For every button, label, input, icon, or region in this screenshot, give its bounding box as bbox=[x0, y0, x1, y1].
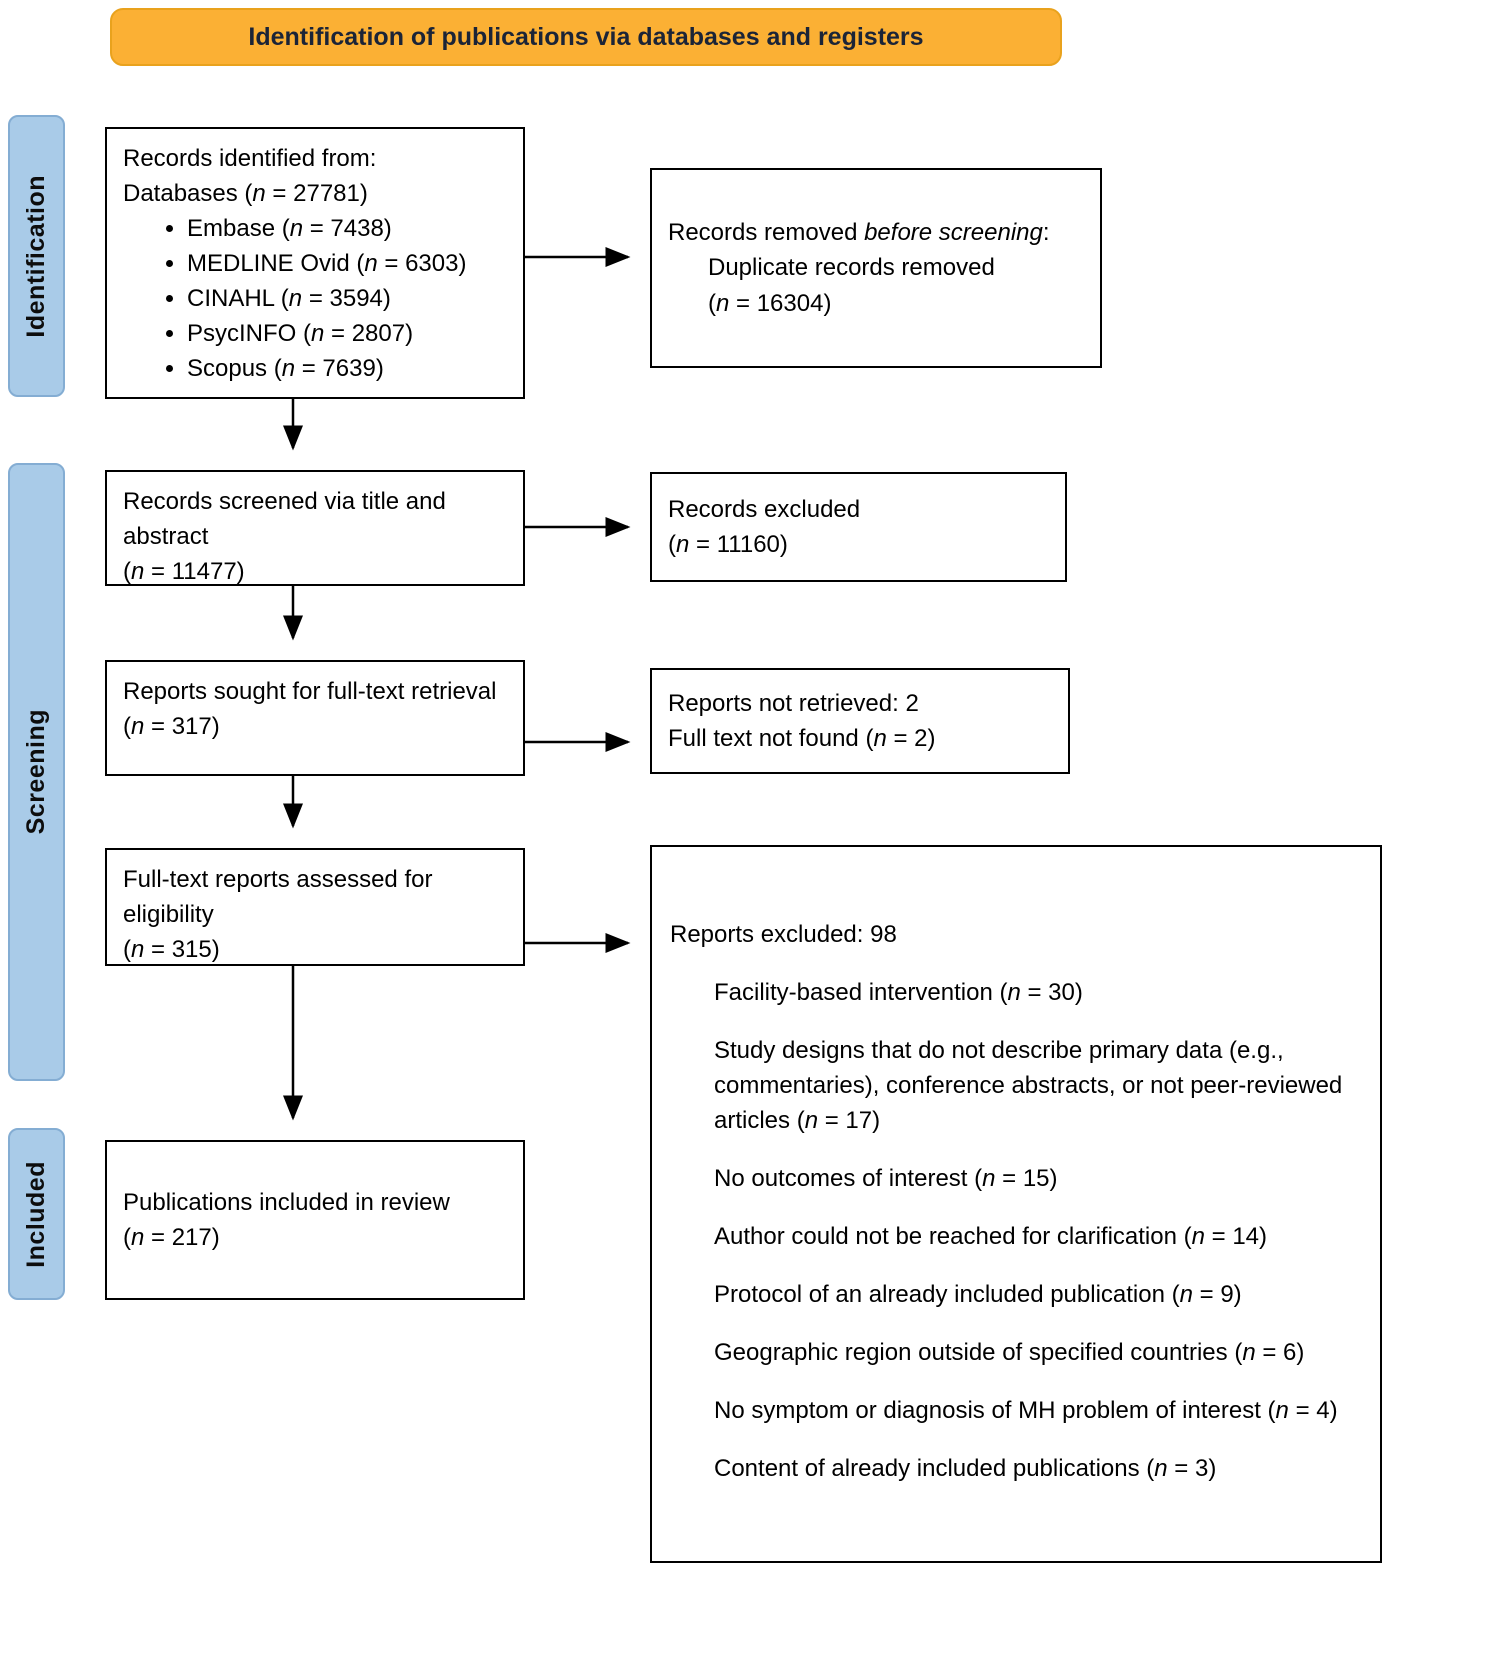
database-list-item: • MEDLINE Ovid (n = 6303) bbox=[187, 246, 507, 281]
database-list bbox=[123, 211, 507, 386]
text-line: Full-text reports assessed for eligibility bbox=[123, 866, 433, 929]
stage-label-text: Identification bbox=[22, 174, 50, 338]
stage-label-identification bbox=[8, 115, 65, 397]
text-line: Full text not found (n = 2) bbox=[668, 725, 936, 752]
stage-label-text: Included bbox=[22, 1160, 50, 1268]
text-line: Reports sought for full-text retrieval bbox=[123, 678, 497, 705]
exclusion-reason: No symptom or diagnosis of MH problem of interest (n = 4) bbox=[714, 1397, 1338, 1425]
stage-label-included bbox=[8, 1128, 65, 1300]
count-line: (n = 217) bbox=[123, 1224, 220, 1251]
box-reports-not-retrieved bbox=[650, 668, 1070, 774]
box-records-excluded bbox=[650, 472, 1067, 582]
text-line: Records screened via title and abstract bbox=[123, 488, 446, 551]
text-line: Databases (n = 27781) bbox=[123, 180, 368, 208]
exclusion-reason: Facility-based intervention (n = 30) bbox=[714, 979, 1083, 1007]
text-line: Reports not retrieved: 2 bbox=[668, 689, 919, 717]
diagram-title-banner bbox=[110, 8, 1062, 66]
exclusion-reason: No outcomes of interest (n = 15) bbox=[714, 1165, 1058, 1193]
exclusion-reason: Protocol of an already included publication (n = 9) bbox=[714, 1281, 1242, 1309]
exclusion-reason: Content of already included publications (n = 3) bbox=[714, 1455, 1217, 1483]
box-records-screened bbox=[105, 470, 525, 586]
text-line: Publications included in review bbox=[123, 1188, 450, 1216]
box-reports-excluded bbox=[650, 845, 1382, 1563]
exclusion-reason: Study designs that do not describe primary data (e.g., commentaries), conference abstracts, or not peer-reviewed articles (n = 17) bbox=[714, 1037, 1343, 1135]
stage-label-text: Screening bbox=[22, 709, 50, 835]
count-line: (n = 317) bbox=[123, 713, 220, 741]
exclusion-reason: Geographic region outside of specified countries (n = 6) bbox=[714, 1339, 1305, 1367]
database-list-item: • CINAHL (n = 3594) bbox=[187, 281, 507, 316]
exclusion-reason: Author could not be reached for clarification (n = 14) bbox=[714, 1223, 1268, 1251]
text-line: Records excluded bbox=[668, 495, 861, 523]
box-records-identified bbox=[105, 127, 525, 399]
database-list-item: • Scopus (n = 7639) bbox=[187, 351, 507, 386]
box-publications-included bbox=[105, 1140, 525, 1300]
stage-label-screening bbox=[8, 463, 65, 1081]
database-list-item: • PsycINFO (n = 2807) bbox=[187, 316, 507, 351]
text-line: Records identified from: bbox=[123, 145, 377, 172]
diagram-title: Identification of publications via databases and registers bbox=[248, 22, 924, 51]
count-line: (n = 11477) bbox=[123, 558, 245, 586]
box-reports-sought bbox=[105, 660, 525, 776]
count-line: (n = 11160) bbox=[668, 531, 788, 558]
count-line: (n = 315) bbox=[123, 936, 220, 964]
text-line: Records removed before screening: bbox=[668, 219, 1050, 247]
text-line: Duplicate records removed bbox=[708, 254, 995, 282]
exclusion-heading: Reports excluded: 98 bbox=[670, 921, 897, 948]
count-line: (n = 16304) bbox=[708, 289, 832, 317]
box-records-removed bbox=[650, 168, 1102, 368]
database-list-item: • Embase (n = 7438) bbox=[187, 211, 507, 246]
box-reports-assessed bbox=[105, 848, 525, 966]
